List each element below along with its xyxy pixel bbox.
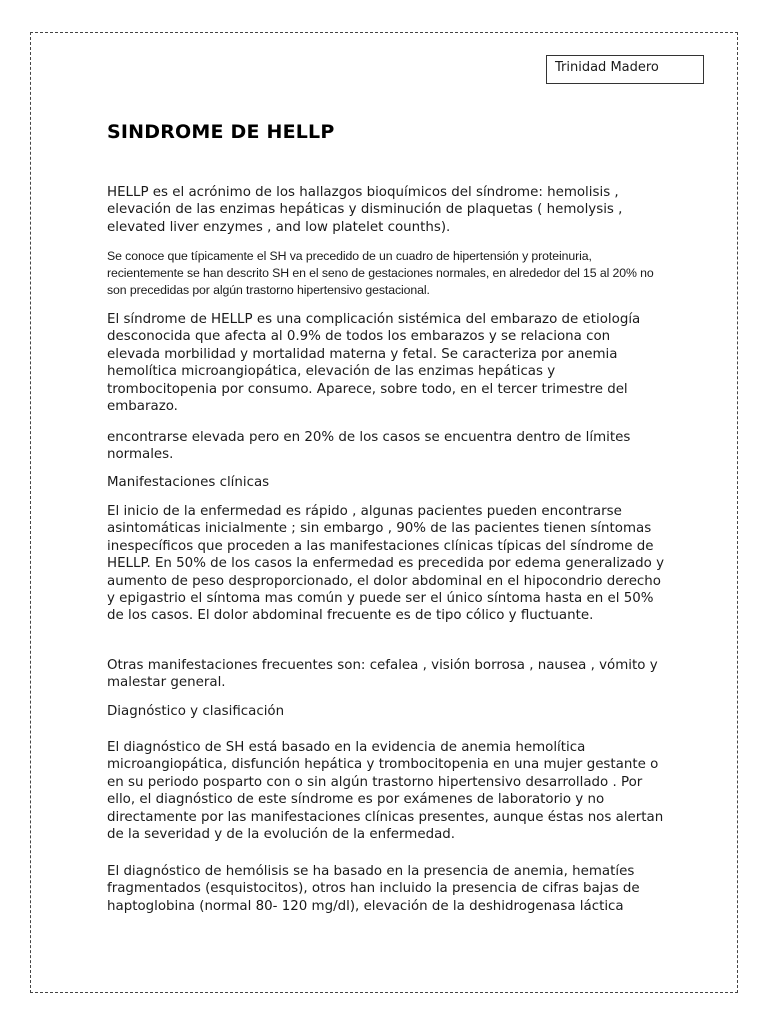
section-heading-diagnosis: Diagnóstico y clasificación [107,704,285,719]
hypertension-paragraph: Se conoce que típicamente el SH va precedido de un cuadro de hipertensión y proteinuria, recientemente se han descrito SH en el seno de gestaciones normales, en alrededor del 15 al 20% no son precedidas por algún trastorno hipertensivo gestacional. [107,249,654,298]
document-title: SINDROME DE HELLP [107,121,335,143]
author-name: Trinidad Madero [555,60,659,75]
limits-paragraph: encontrarse elevada pero en 20% de los casos se encuentra dentro de límites normales. [107,430,631,463]
intro-paragraph: HELLP es el acrónimo de los hallazgos bioquímicos del síndrome: hemolisis , elevación de las enzimas hepáticas y disminución de plaquetas ( hemolysis , elevated liver enzymes , and low platelet counths). [107,185,623,235]
diagnosis-paragraph: El diagnóstico de SH está basado en la evidencia de anemia hemolítica microangiopática, disfunción hepática y trombocitopenia en una mujer gestante o en su periodo posparto con o sin algún trastorno hipertensivo desarrollado . Por ello, el diagnóstico de este síndrome es por exámenes de laboratorio y no directamente por las manifestaciones clínicas presentes, aunque éstas nos alertan de la severidad y de la evolución de la enfermedad. [107,740,664,843]
section-heading-manifestations: Manifestaciones clínicas [107,475,270,490]
author-box [546,55,704,84]
hemolysis-paragraph: El diagnóstico de hemólisis se ha basado en la presencia de anemia, hematíes fragmentados (esquistocitos), otros han incluido la presencia de cifras bajas de haptoglobina (normal 80- 120 mg/dl), elevación de la deshidrogenasa láctica [107,864,640,914]
manifestations-paragraph: El inicio de la enfermedad es rápido , algunas pacientes pueden encontrarse asintomáticas inicialmente ; sin embargo , 90% de las pacientes tienen síntomas inespecíficos que proceden a las manifestaciones clínicas típicas del síndrome de HELLP. En 50% de los casos la enfermedad es precedida por edema generalizado y aumento de peso desproporcionado, el dolor abdominal en el hipocondrio derecho y epigastrio el síntoma mas común y puede ser el único síntoma hasta en el 50% de los casos. El dolor abdominal frecuente es de tipo cólico y fluctuante. [107,504,665,624]
other-manifestations-paragraph: Otras manifestaciones frecuentes son: cefalea , visión borrosa , nausea , vómito y malestar general. [107,658,658,691]
definition-paragraph: El síndrome de HELLP es una complicación sistémica del embarazo de etiología desconocida que afecta al 0.9% de todos los embarazos y se relaciona con elevada morbilidad y mortalidad materna y fetal. Se caracteriza por anemia hemolítica microangiopática, elevación de las enzimas hepáticas y trombocitopenia por consumo. Aparece, sobre todo, en el tercer trimestre del embarazo. [107,312,641,415]
